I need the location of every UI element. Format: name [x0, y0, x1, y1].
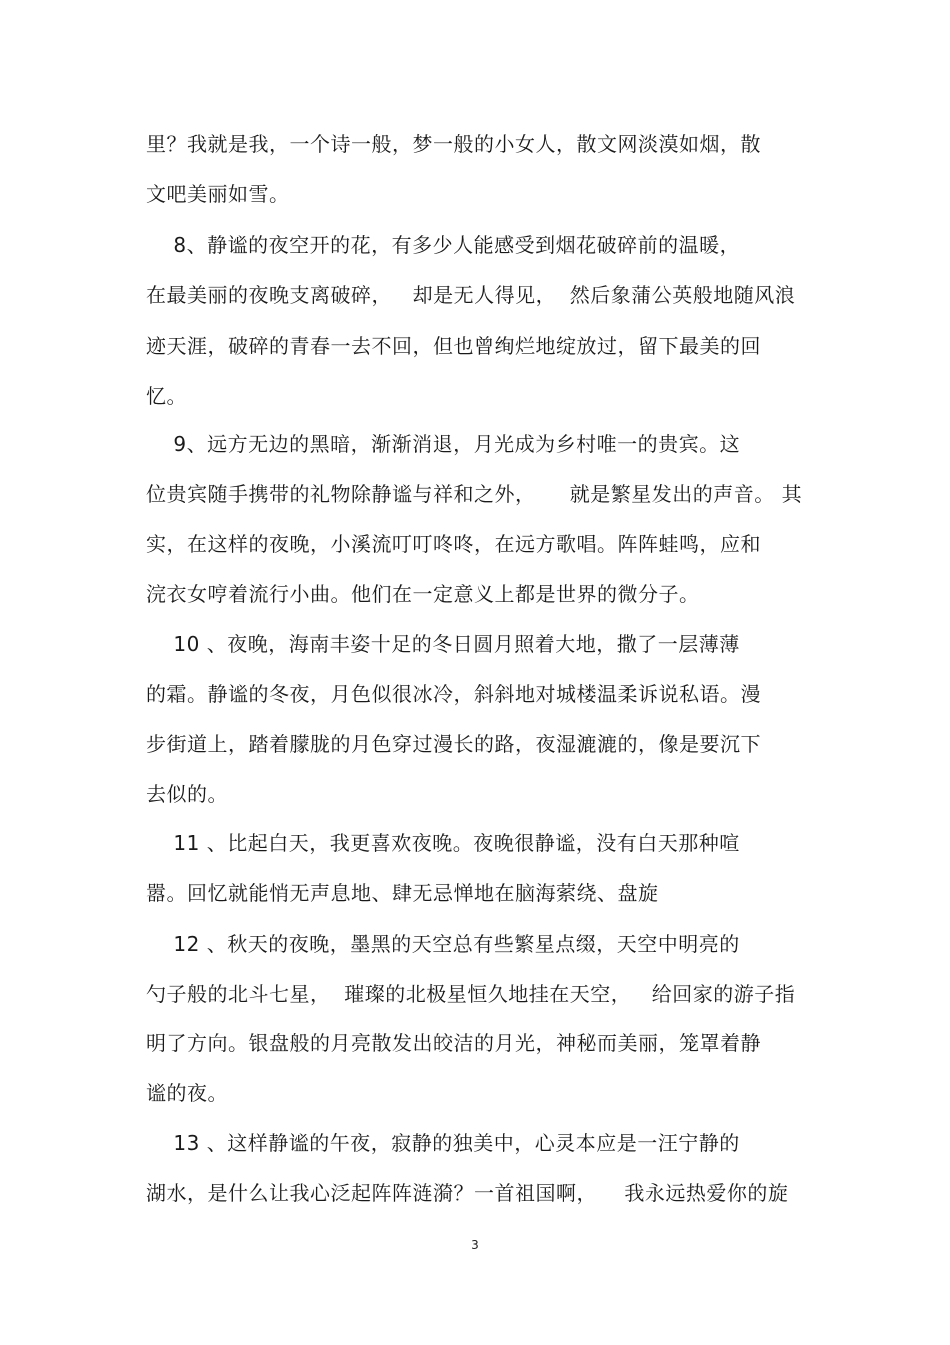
- text-line: 位贵宾随手携带的礼物除静谧与祥和之外， 就是繁星发出的声音。 其: [146, 482, 803, 506]
- text-line: 谧的夜。: [146, 1081, 228, 1105]
- text-line: 8、静谧的夜空开的花，有多少人能感受到烟花破碎前的温暖，: [146, 233, 741, 257]
- text-line: 在最美丽的夜晚支离破碎， 却是无人得见， 然后象蒲公英般地随风浪: [146, 283, 796, 307]
- page-number: 3: [471, 1238, 479, 1252]
- text-line: 11 、比起白天，我更喜欢夜晚。夜晚很静谧，没有白天那种喧: [146, 831, 740, 855]
- text-line: 迹天涯，破碎的青春一去不回，但也曾绚烂地绽放过，留下最美的回: [146, 334, 761, 358]
- text-line: 里？我就是我，一个诗一般，梦一般的小女人，散文网淡漠如烟，散: [146, 132, 761, 156]
- text-line: 10 、夜晚，海南丰姿十足的冬日圆月照着大地，撒了一层薄薄: [146, 632, 740, 656]
- text-line: 去似的。: [146, 782, 228, 806]
- text-line: 勺子般的北斗七星， 璀璨的北极星恒久地挂在天空， 给回家的游子指: [146, 982, 796, 1006]
- text-line: 浣衣女哼着流行小曲。他们在一定意义上都是世界的微分子。: [146, 582, 700, 606]
- text-line: 忆。: [146, 384, 187, 408]
- text-line: 12 、秋天的夜晚，墨黑的天空总有些繁星点缀，天空中明亮的: [146, 932, 740, 956]
- text-line: 步街道上，踏着朦胧的月色穿过漫长的路，夜湿漉漉的，像是要沉下: [146, 732, 761, 756]
- text-line: 明了方向。银盘般的月亮散发出皎洁的月光，神秘而美丽，笼罩着静: [146, 1031, 761, 1055]
- text-line: 文吧美丽如雪。: [146, 182, 290, 206]
- text-line: 嚣。回忆就能悄无声息地、肆无忌惮地在脑海萦绕、盘旋: [146, 881, 659, 905]
- text-line: 湖水，是什么让我心泛起阵阵涟漪？一首祖国啊， 我永远热爱你的旋: [146, 1181, 789, 1205]
- text-line: 13 、这样静谧的午夜，寂静的独美中，心灵本应是一汪宁静的: [146, 1131, 740, 1155]
- text-line: 实，在这样的夜晚，小溪流叮叮咚咚，在远方歌唱。阵阵蛙鸣，应和: [146, 532, 761, 556]
- text-line: 的霜。静谧的冬夜，月色似很冰冷，斜斜地对城楼温柔诉说私语。漫: [146, 682, 761, 706]
- text-line: 9、远方无边的黑暗，渐渐消退，月光成为乡村唯一的贵宾。这: [146, 432, 741, 456]
